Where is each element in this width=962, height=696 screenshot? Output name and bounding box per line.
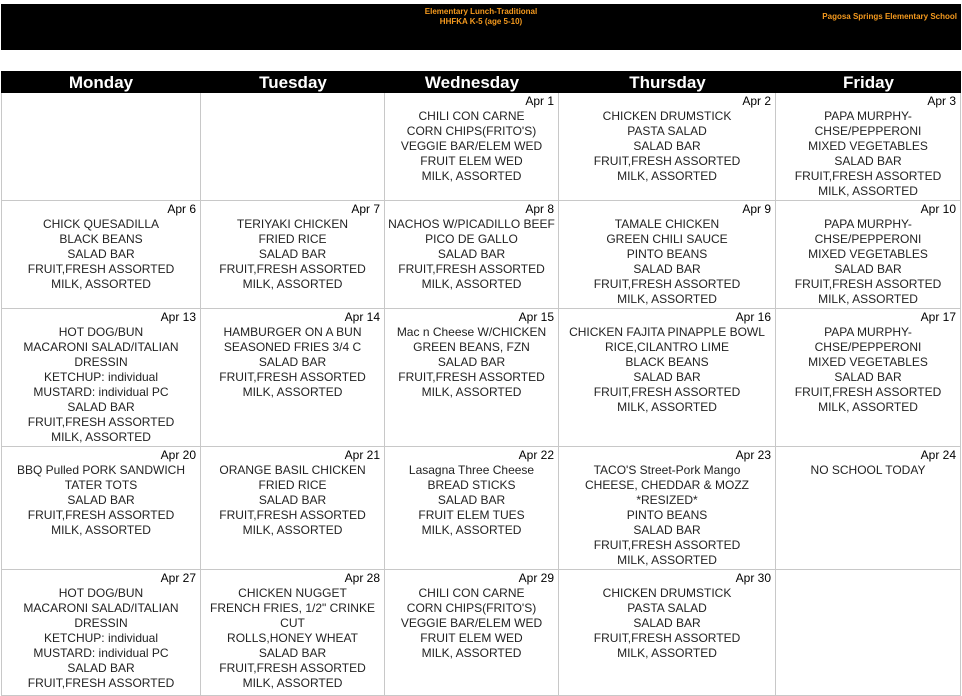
menu-item: PAPA MURPHY-: [824, 325, 912, 339]
day-date: Apr 1: [525, 94, 554, 108]
menu-item: MILK, ASSORTED: [51, 277, 151, 291]
day-date: Apr 15: [518, 310, 554, 324]
menu-item: SALAD BAR: [67, 400, 135, 414]
day-date: [201, 94, 384, 109]
menu-item: CHILI CON CARNE: [418, 586, 525, 600]
menu-header-bar: [1, 4, 961, 50]
menu-item: MILK, ASSORTED: [51, 430, 151, 444]
menu-item: MILK, ASSORTED: [617, 169, 717, 183]
day-date: Apr 3: [927, 94, 956, 108]
menu-item: VEGGIE BAR/ELEM WED: [400, 616, 543, 630]
menu-item: TATER TOTS: [64, 478, 138, 492]
menu-item: TACO'S Street-Pork Mango: [593, 463, 741, 477]
day-date: Apr 28: [344, 571, 380, 585]
menu-item: MILK, ASSORTED: [421, 385, 522, 399]
menu-item: FRUIT,FRESH ASSORTED: [27, 262, 175, 276]
menu-item: SALAD BAR: [633, 139, 701, 153]
menu-item: MILK, ASSORTED: [421, 523, 522, 537]
calendar-grid: [0, 93, 962, 696]
menu-item: VEGGIE BAR/ELEM WED: [400, 139, 543, 153]
calendar-day-cell: [1, 570, 201, 696]
menu-item: CHEESE, CHEDDAR & MOZZ: [584, 478, 749, 492]
menu-item: SALAD BAR: [437, 247, 506, 261]
menu-item: BREAD STICKS: [427, 478, 516, 492]
calendar-day-cell: [1, 309, 201, 447]
menu-item: CHICKEN NUGGET: [238, 586, 347, 600]
calendar-day-cell: [559, 309, 776, 447]
menu-item: SALAD BAR: [633, 523, 701, 537]
menu-item: MILK, ASSORTED: [421, 277, 522, 291]
calendar-day-cell: [201, 309, 385, 447]
menu-item: MILK, ASSORTED: [242, 676, 343, 690]
day-date: Apr 20: [160, 448, 196, 462]
menu-item: ROLLS,HONEY WHEAT: [227, 631, 358, 645]
menu-item: NO SCHOOL TODAY: [810, 463, 926, 477]
menu-item: FRUIT,FRESH ASSORTED: [593, 154, 741, 168]
calendar-day-cell: [1, 447, 201, 570]
menu-item: HAMBURGER ON A BUN: [223, 325, 362, 339]
day-date: [2, 94, 200, 109]
menu-item: SALAD BAR: [67, 493, 135, 507]
menu-item: FRUIT,FRESH ASSORTED: [219, 262, 366, 276]
menu-item: PICO DE GALLO: [425, 232, 518, 246]
calendar-day-cell: [385, 309, 559, 447]
menu-item: PINTO BEANS: [626, 247, 708, 261]
day-date: Apr 2: [742, 94, 771, 108]
menu-item: MILK, ASSORTED: [818, 292, 918, 306]
menu-item: FRUIT,FRESH ASSORTED: [794, 277, 942, 291]
menu-item: SALAD BAR: [67, 661, 135, 675]
menu-item: MACARONI SALAD/ITALIAN: [23, 340, 179, 354]
menu-item: SALAD BAR: [834, 154, 902, 168]
menu-item: *RESIZED*: [636, 493, 698, 507]
menu-item: Lasagna Three Cheese: [408, 463, 535, 477]
menu-item: FRUIT,FRESH ASSORTED: [593, 385, 741, 399]
menu-item: SALAD BAR: [633, 370, 701, 384]
menu-item: CORN CHIPS(FRITO'S): [406, 124, 537, 138]
day-date: Apr 10: [920, 202, 956, 216]
menu-item: PINTO BEANS: [626, 508, 708, 522]
calendar-day-cell: [559, 201, 776, 309]
calendar-day-cell: [559, 93, 776, 201]
menu-item: CHICK QUESADILLA: [42, 217, 160, 231]
calendar-day-cell: [201, 570, 385, 696]
menu-item: MUSTARD: individual PC: [33, 646, 169, 660]
menu-item: MILK, ASSORTED: [242, 523, 343, 537]
calendar-day-cell: [385, 570, 559, 696]
menu-item: SALAD BAR: [633, 616, 701, 630]
menu-title-line1: Elementary Lunch-Traditional: [424, 7, 538, 16]
menu-item: HOT DOG/BUN: [58, 586, 144, 600]
weekday-friday: Friday: [842, 73, 895, 92]
menu-item: FRUIT,FRESH ASSORTED: [794, 169, 942, 183]
menu-item: CUT: [280, 616, 305, 630]
menu-item: ORANGE BASIL CHICKEN: [219, 463, 366, 477]
menu-item: MACARONI SALAD/ITALIAN: [23, 601, 179, 615]
menu-item: TAMALE CHICKEN: [614, 217, 720, 231]
calendar-day-cell: [776, 447, 961, 570]
menu-item: CHILI CON CARNE: [418, 109, 525, 123]
menu-item: DRESSIN: [74, 355, 128, 369]
menu-item: PASTA SALAD: [627, 601, 707, 615]
menu-item: BLACK BEANS: [625, 355, 709, 369]
menu-item: KETCHUP: individual: [43, 370, 159, 384]
menu-item: MILK, ASSORTED: [617, 646, 717, 660]
calendar-day-cell: [776, 570, 961, 696]
menu-item: FRIED RICE: [258, 478, 327, 492]
day-date: Apr 29: [518, 571, 554, 585]
calendar-day-cell: [385, 447, 559, 570]
menu-item: GREEN CHILI SAUCE: [606, 232, 728, 246]
menu-item: MILK, ASSORTED: [421, 646, 522, 660]
calendar-day-cell: [1, 201, 201, 309]
menu-item: PAPA MURPHY-: [824, 109, 912, 123]
menu-item: SALAD BAR: [437, 493, 506, 507]
menu-item: PASTA SALAD: [627, 124, 707, 138]
menu-item: PAPA MURPHY-: [824, 217, 912, 231]
menu-item: CORN CHIPS(FRITO'S): [406, 601, 537, 615]
menu-item: MILK, ASSORTED: [617, 400, 717, 414]
weekday-thursday: Thursday: [629, 73, 706, 92]
menu-item: SALAD BAR: [437, 355, 506, 369]
menu-item: HOT DOG/BUN: [58, 325, 144, 339]
menu-item: FRUIT,FRESH ASSORTED: [794, 385, 942, 399]
weekday-header-row: [1, 71, 961, 93]
day-date: Apr 16: [735, 310, 771, 324]
menu-item: MUSTARD: individual PC: [33, 385, 169, 399]
menu-item: MILK, ASSORTED: [617, 553, 717, 567]
calendar-day-cell: [201, 201, 385, 309]
menu-item: FRUIT,FRESH ASSORTED: [219, 370, 366, 384]
menu-title-line2: HHFKA K-5 (age 5-10): [439, 17, 523, 26]
day-date: Apr 17: [920, 310, 956, 324]
menu-item: BBQ Pulled PORK SANDWICH: [16, 463, 186, 477]
menu-item: SALAD BAR: [258, 646, 327, 660]
menu-item: SALAD BAR: [258, 247, 327, 261]
day-date: Apr 30: [735, 571, 771, 585]
day-date: Apr 6: [167, 202, 196, 216]
menu-item: CHSE/PEPPERONI: [814, 340, 922, 354]
menu-item: KETCHUP: individual: [43, 631, 159, 645]
menu-item: MIXED VEGETABLES: [808, 139, 928, 153]
menu-item: FRUIT,FRESH ASSORTED: [398, 262, 545, 276]
day-date: Apr 8: [525, 202, 554, 216]
menu-item: SEASONED FRIES 3/4 C: [223, 340, 362, 354]
calendar-day-cell: [776, 309, 961, 447]
menu-item: FRUIT,FRESH ASSORTED: [593, 277, 741, 291]
menu-item: RICE,CILANTRO LIME: [604, 340, 730, 354]
menu-item: FRUIT,FRESH ASSORTED: [27, 508, 175, 522]
menu-item: MIXED VEGETABLES: [808, 247, 928, 261]
menu-item: MILK, ASSORTED: [421, 169, 522, 183]
day-date: Apr 9: [742, 202, 771, 216]
menu-item: SALAD BAR: [834, 262, 902, 276]
menu-item: BLACK BEANS: [59, 232, 143, 246]
day-date: Apr 23: [735, 448, 771, 462]
menu-item: GREEN BEANS, FZN: [413, 340, 530, 354]
calendar-day-cell: [776, 201, 961, 309]
menu-item: MILK, ASSORTED: [51, 523, 151, 537]
menu-item: TERIYAKI CHICKEN: [236, 217, 349, 231]
menu-item: FRENCH FRIES, 1/2" CRINKE: [210, 601, 375, 615]
menu-item: MILK, ASSORTED: [617, 292, 717, 306]
menu-item: CHICKEN DRUMSTICK: [602, 586, 732, 600]
menu-item: SALAD BAR: [258, 355, 327, 369]
calendar-day-cell: [385, 93, 559, 201]
calendar-day-cell: [776, 93, 961, 201]
weekday-wednesday: Wednesday: [424, 73, 520, 92]
calendar-day-cell: [559, 570, 776, 696]
menu-title: [381, 7, 581, 27]
menu-item: Mac n Cheese W/CHICKEN: [396, 325, 547, 339]
menu-item: FRUIT,FRESH ASSORTED: [219, 661, 366, 675]
menu-item: CHSE/PEPPERONI: [814, 232, 922, 246]
menu-item: FRUIT,FRESH ASSORTED: [593, 631, 741, 645]
weekday-monday: Monday: [68, 73, 134, 92]
menu-item: CHSE/PEPPERONI: [814, 124, 922, 138]
day-date: Apr 7: [351, 202, 380, 216]
menu-item: FRUIT,FRESH ASSORTED: [27, 415, 175, 429]
calendar-day-cell: [1, 93, 201, 201]
school-name: Pagosa Springs Elementary School: [822, 12, 957, 21]
day-date: Apr 21: [344, 448, 380, 462]
menu-item: FRUIT,FRESH ASSORTED: [27, 676, 175, 690]
weekday-tuesday: Tuesday: [259, 73, 327, 92]
calendar-day-cell: [201, 93, 385, 201]
menu-item: SALAD BAR: [633, 262, 701, 276]
menu-item: MILK, ASSORTED: [818, 400, 918, 414]
menu-item: FRIED RICE: [258, 232, 327, 246]
menu-item: SALAD BAR: [834, 370, 902, 384]
day-date: [776, 571, 960, 586]
menu-item: NACHOS W/PICADILLO BEEF: [388, 217, 555, 231]
menu-item: CHICKEN FAJITA PINAPPLE BOWL: [569, 325, 765, 339]
calendar-day-cell: [385, 201, 559, 309]
menu-item: MILK, ASSORTED: [242, 385, 343, 399]
day-date: Apr 27: [160, 571, 196, 585]
menu-item: FRUIT ELEM WED: [420, 631, 523, 645]
day-date: Apr 14: [344, 310, 380, 324]
day-date: Apr 24: [920, 448, 956, 462]
menu-item: FRUIT ELEM WED: [420, 154, 523, 168]
menu-item: CHICKEN DRUMSTICK: [602, 109, 732, 123]
day-date: Apr 13: [160, 310, 196, 324]
menu-item: FRUIT,FRESH ASSORTED: [219, 508, 366, 522]
menu-item: SALAD BAR: [258, 493, 327, 507]
calendar-day-cell: [559, 447, 776, 570]
menu-item: FRUIT,FRESH ASSORTED: [593, 538, 741, 552]
menu-item: MILK, ASSORTED: [818, 184, 918, 198]
menu-item: DRESSIN: [74, 616, 128, 630]
menu-item: MILK, ASSORTED: [242, 277, 343, 291]
menu-item: MIXED VEGETABLES: [808, 355, 928, 369]
day-date: Apr 22: [518, 448, 554, 462]
calendar-day-cell: [201, 447, 385, 570]
menu-item: SALAD BAR: [67, 247, 135, 261]
menu-item: FRUIT,FRESH ASSORTED: [398, 370, 545, 384]
menu-item: FRUIT ELEM TUES: [418, 508, 525, 522]
